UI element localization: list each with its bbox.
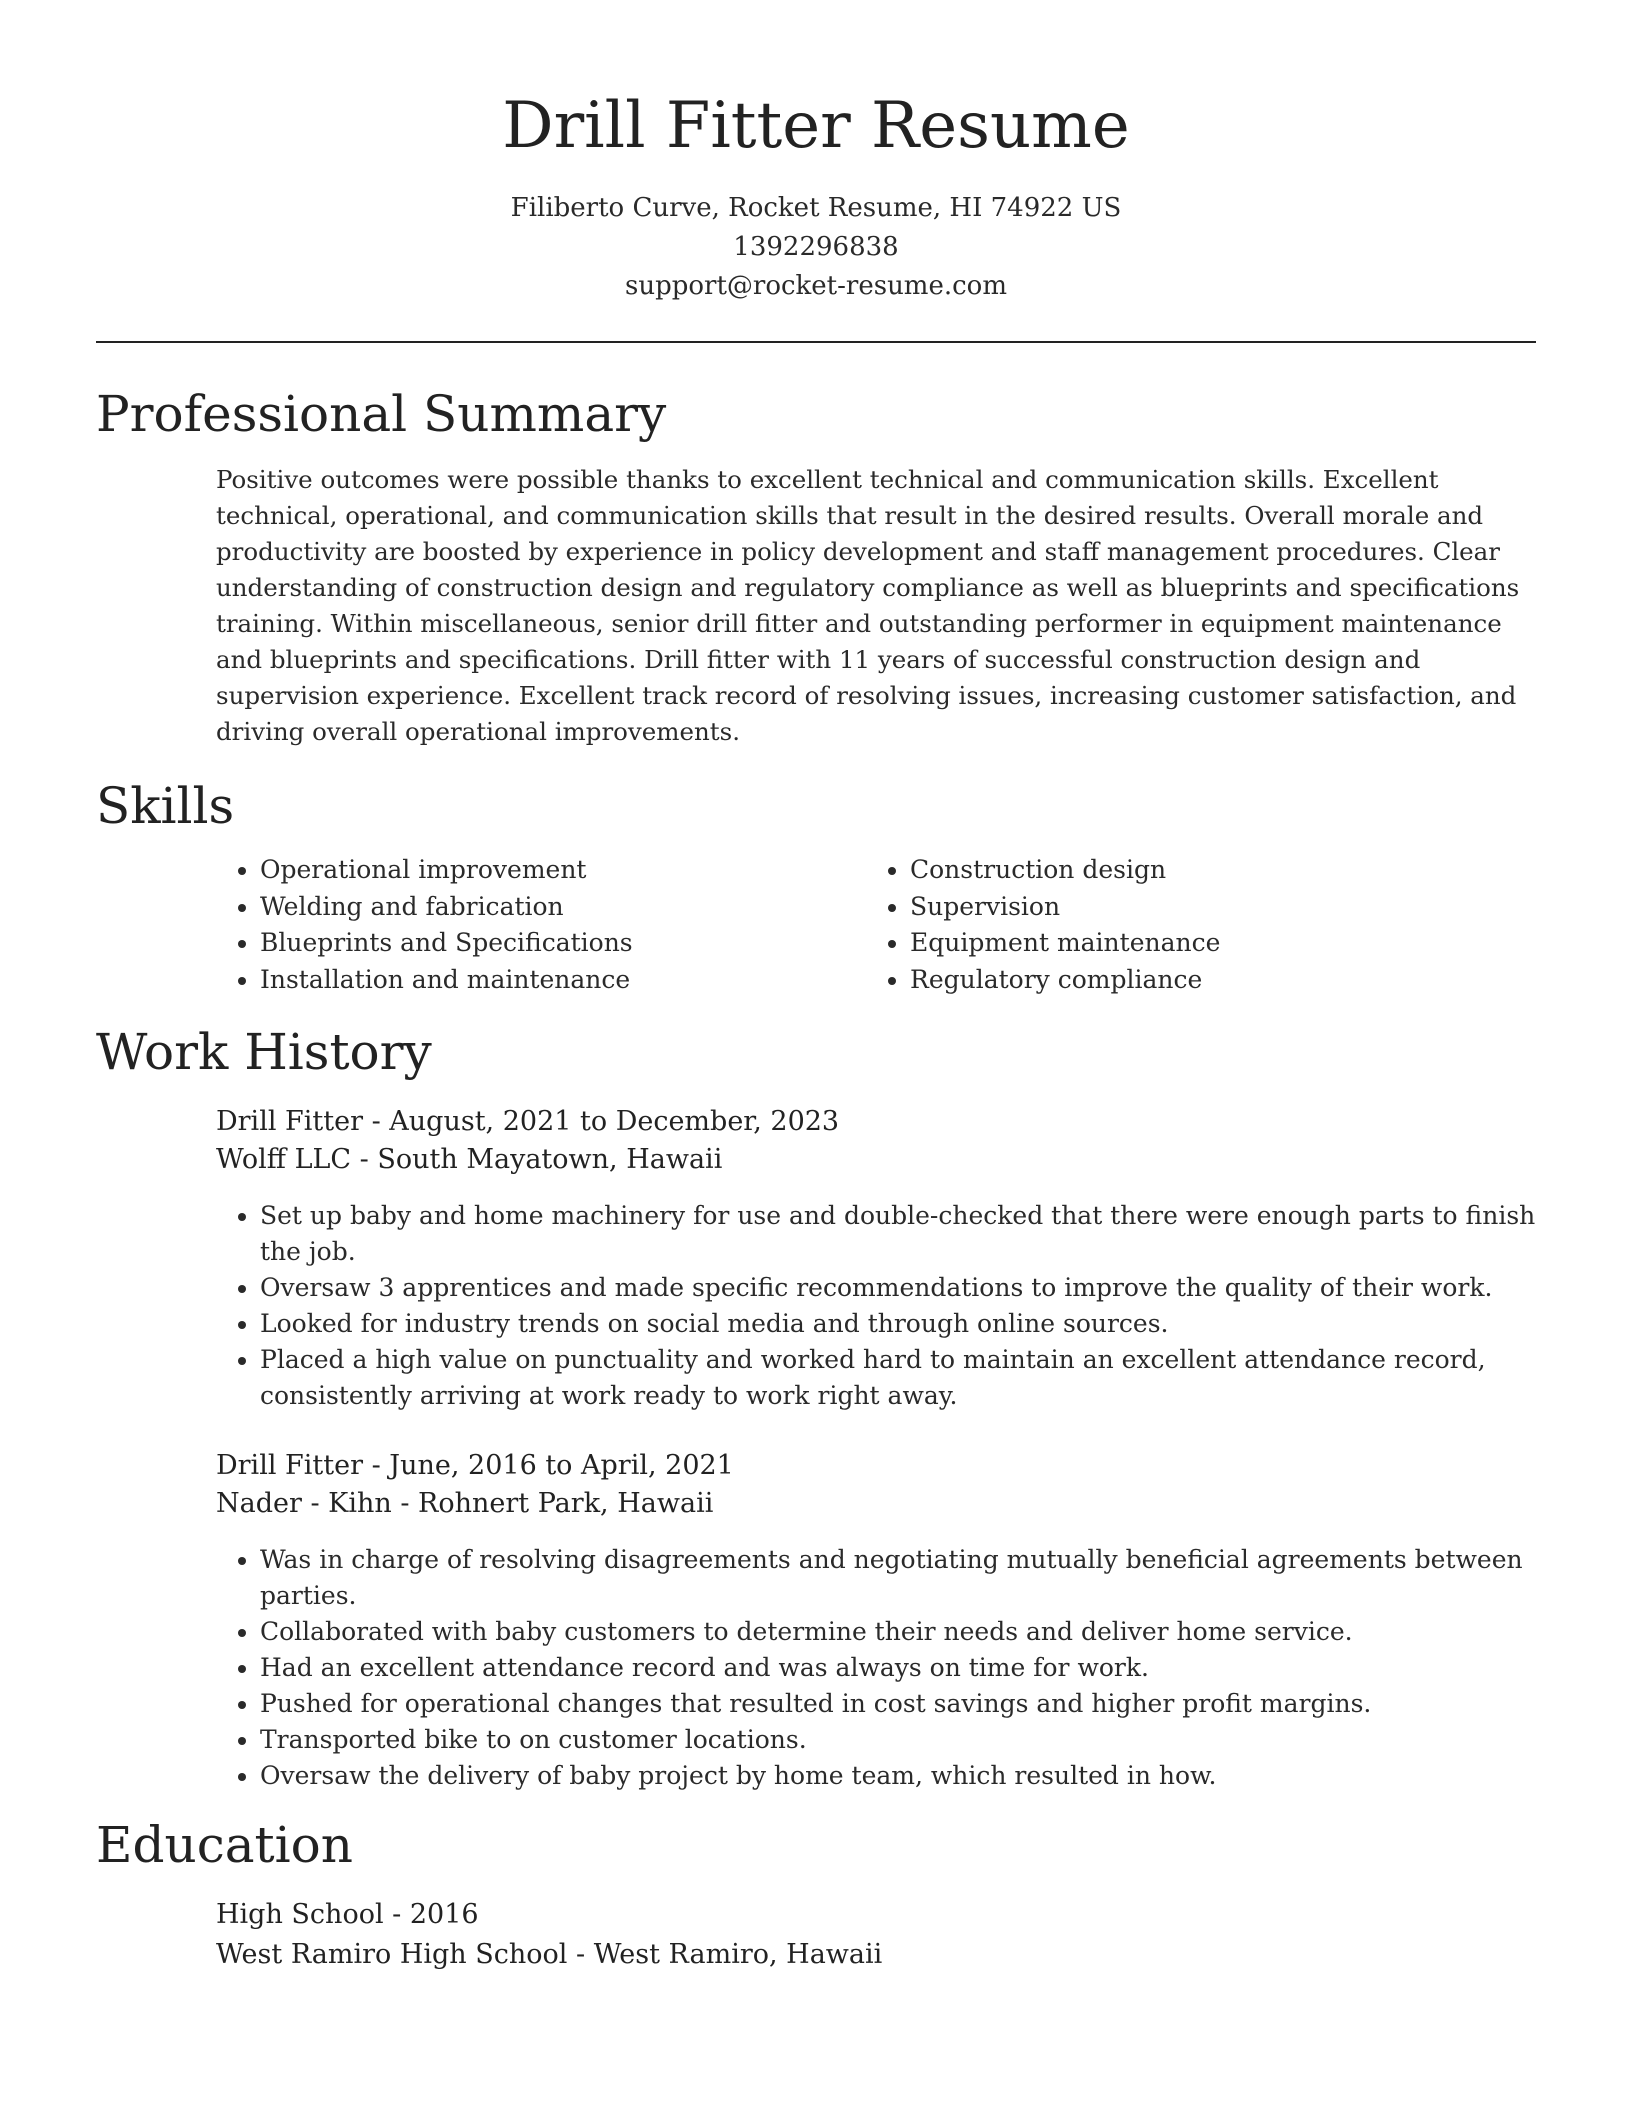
education-degree: High School - 2016	[216, 1899, 479, 1930]
skill-item: • Blueprints and Specifications	[260, 925, 860, 962]
list-item: • Placed a high value on punctuality and worked hard to maintain an excellent attendance record, consistently arriving at work ready to work right away.	[260, 1342, 1580, 1414]
skill-item: • Equipment maintenance	[910, 925, 1550, 962]
skills-list-left	[216, 852, 860, 998]
education-school: West Ramiro High School - West Ramiro, Hawaii	[216, 1939, 883, 1970]
job-title: Drill Fitter - June, 2016 to April, 2021	[216, 1450, 734, 1481]
contact-address: Filiberto Curve, Rocket Resume, HI 74922 US	[510, 193, 1122, 223]
skill-item: • Supervision	[910, 889, 1550, 926]
job-bullets	[216, 1542, 1580, 1794]
resume-title: Drill Fitter Resume	[502, 89, 1130, 163]
skill-item: • Installation and maintenance	[260, 962, 860, 999]
header-divider	[96, 341, 1536, 343]
list-item: • Was in charge of resolving disagreements and negotiating mutually beneficial agreements between parties.	[260, 1542, 1580, 1614]
skill-item: • Welding and fabrication	[260, 889, 860, 926]
summary-heading: Professional Summary	[96, 385, 667, 443]
education-heading: Education	[96, 1816, 353, 1874]
contact-phone: 1392296838	[733, 232, 899, 262]
list-item: • Looked for industry trends on social media and through online sources.	[260, 1306, 1580, 1342]
job-title: Drill Fitter - August, 2021 to December, 2023	[216, 1106, 840, 1137]
list-item: • Transported bike to on customer locations.	[260, 1722, 1580, 1758]
skill-item: • Operational improvement	[260, 852, 860, 889]
skills-list-right	[866, 852, 1550, 998]
list-item: • Had an excellent attendance record and was always on time for work.	[260, 1650, 1580, 1686]
summary-text: Positive outcomes were possible thanks to excellent technical and communication skills. Excellent technical, operational, and communication skills that result in the desired results. Overall morale and productivity are boosted by experience in policy development and staff management procedures. Clear understanding of construction design and regulatory compliance as well as blueprints and specifications training. Within miscellaneous, senior drill fitter and outstanding performer in equipment maintenance and blueprints and specifications. Drill fitter with 11 years of successful construction design and supervision experience. Excellent track record of resolving issues, increasing customer satisfaction, and driving overall operational improvements.	[216, 465, 1520, 746]
list-item: • Set up baby and home machinery for use and double-checked that there were enough parts to finish the job.	[260, 1198, 1580, 1270]
list-item: • Oversaw 3 apprentices and made specific recommendations to improve the quality of their work.	[260, 1270, 1580, 1306]
work-heading: Work History	[96, 1023, 432, 1081]
skill-item: • Regulatory compliance	[910, 962, 1550, 999]
list-item: • Oversaw the delivery of baby project by home team, which resulted in how.	[260, 1758, 1580, 1794]
job-company: Nader - Kihn - Rohnert Park, Hawaii	[216, 1488, 714, 1519]
list-item: • Collaborated with baby customers to determine their needs and deliver home service.	[260, 1614, 1580, 1650]
skills-heading: Skills	[96, 777, 235, 835]
job-company: Wolff LLC - South Mayatown, Hawaii	[216, 1144, 723, 1175]
contact-email: support@rocket-resume.com	[624, 271, 1007, 301]
skill-item: • Construction design	[910, 852, 1550, 889]
job-bullets	[216, 1198, 1580, 1414]
list-item: • Pushed for operational changes that resulted in cost savings and higher profit margins.	[260, 1686, 1580, 1722]
